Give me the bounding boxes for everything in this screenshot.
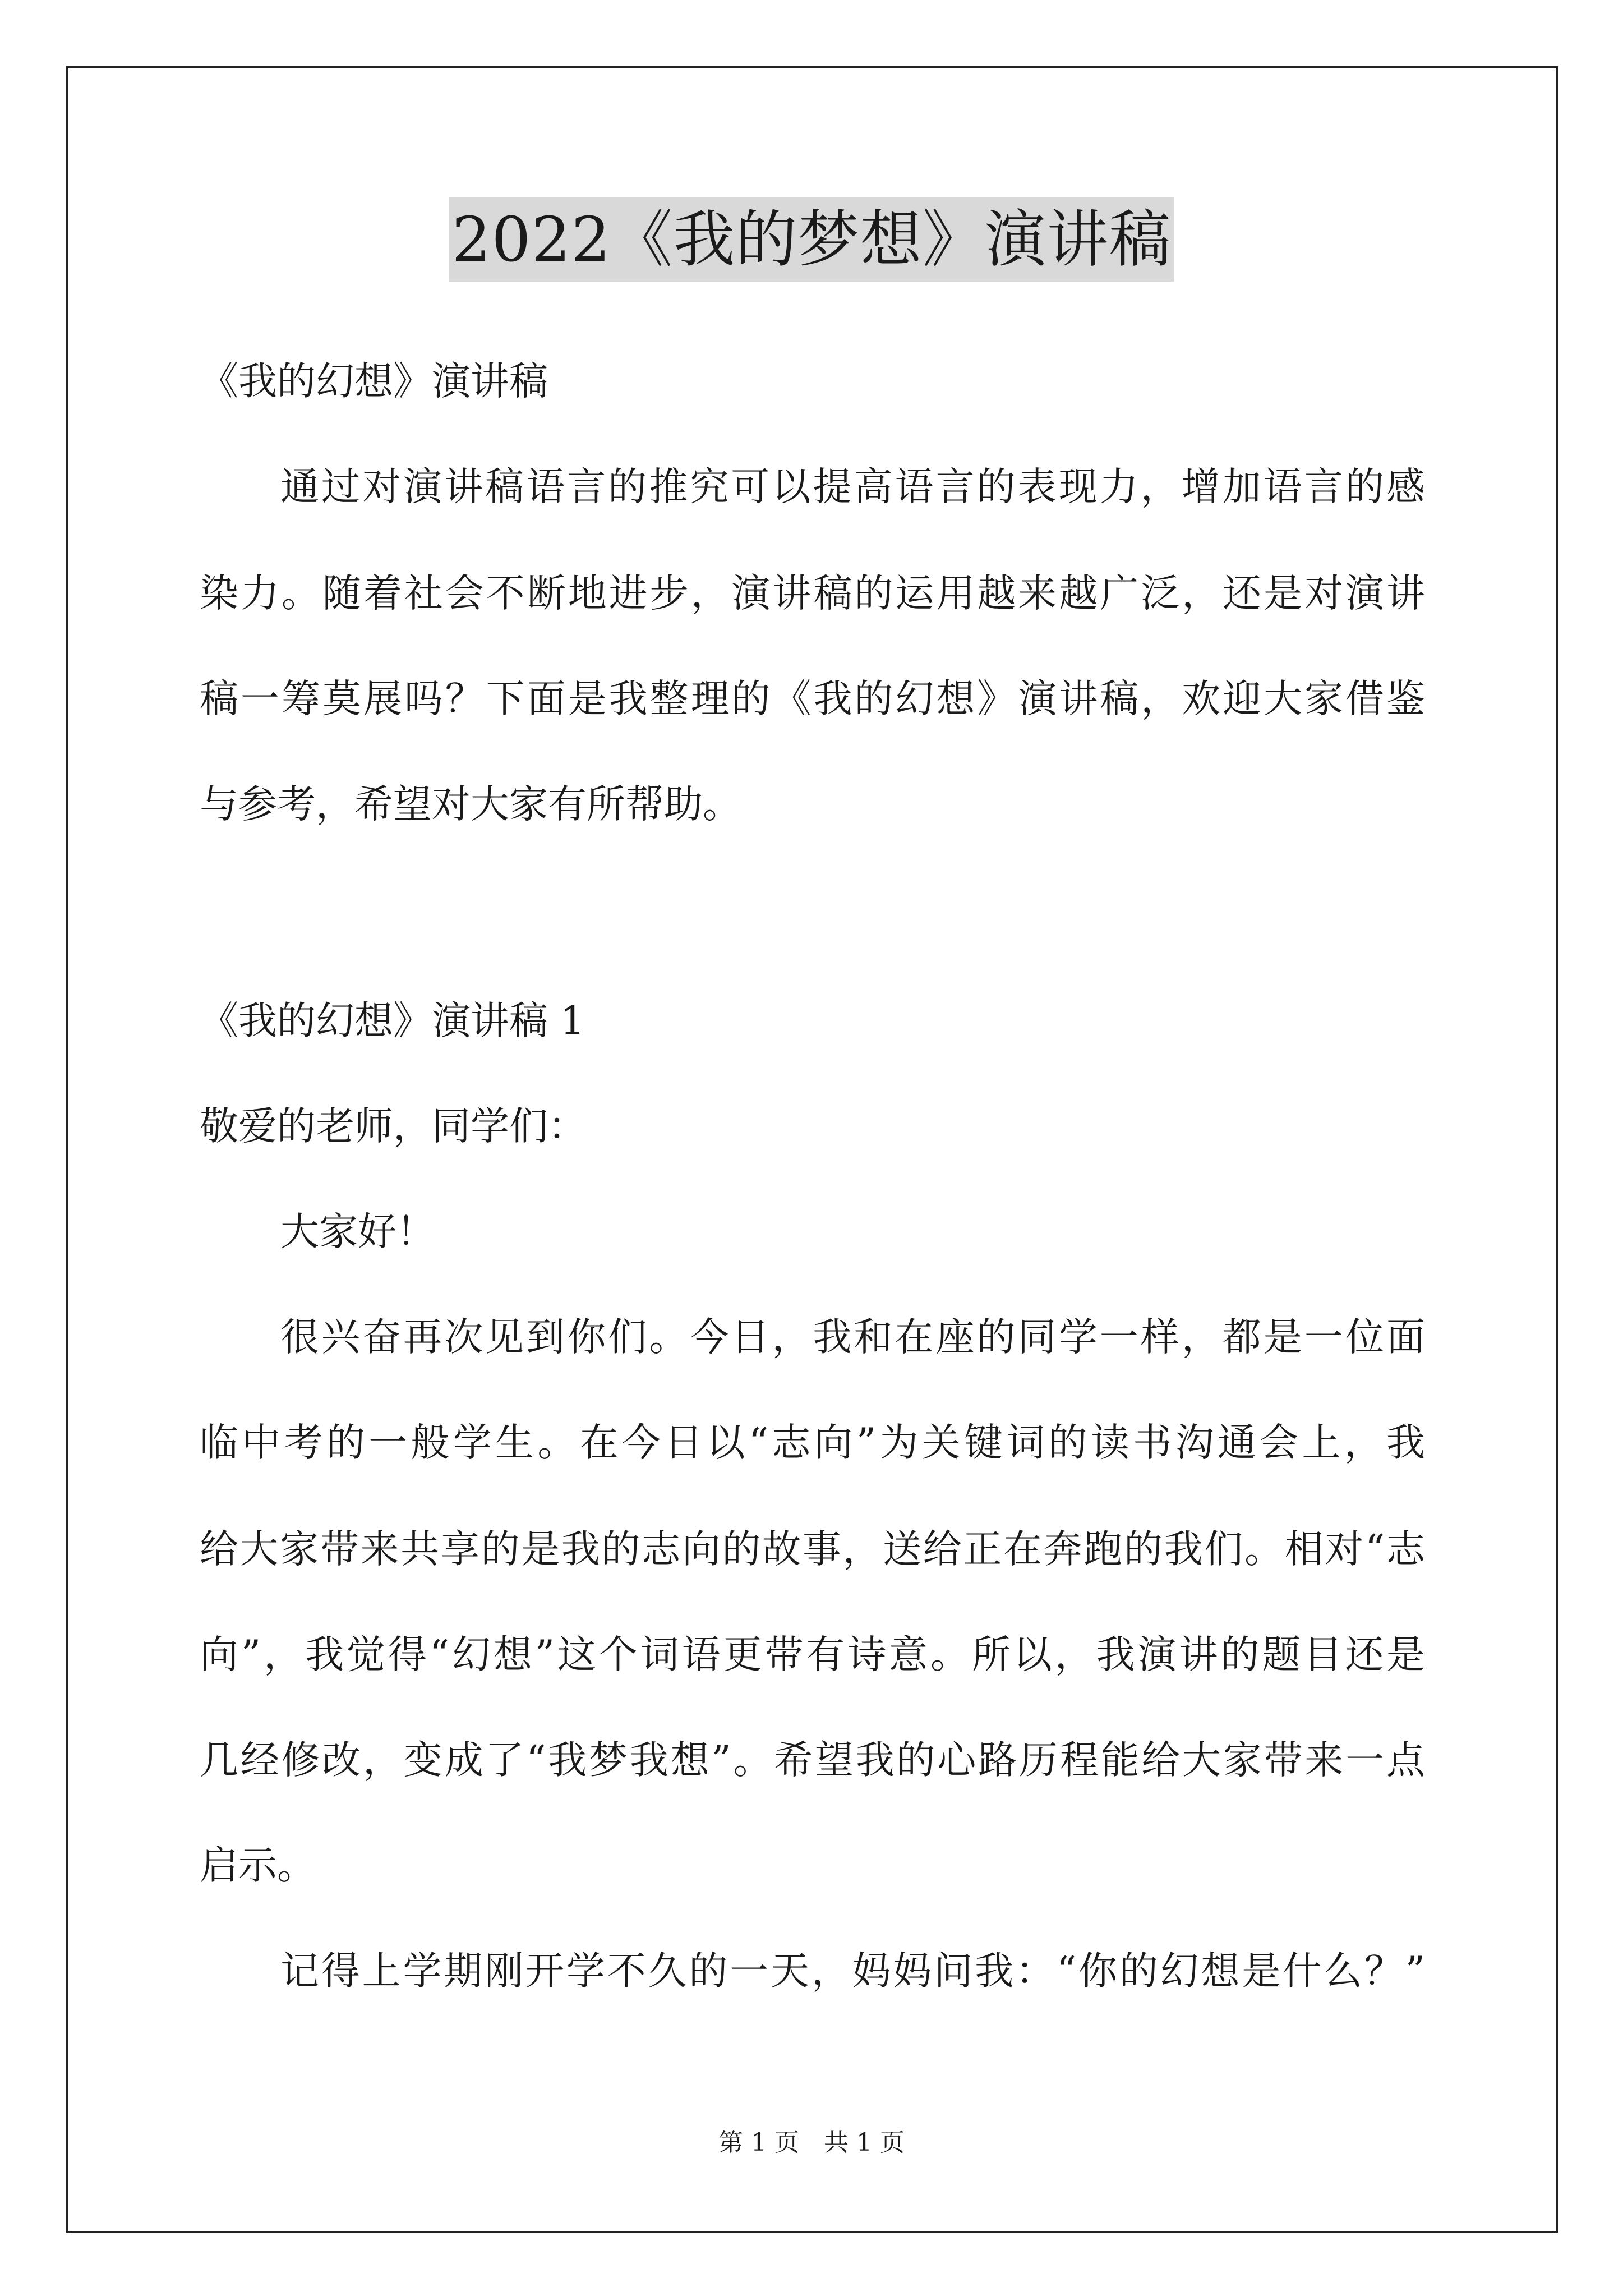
- section-heading: 《我的幻想》演讲稿 1: [200, 999, 585, 1043]
- paragraph-line: 向”，我觉得“幻想”这个词语更带有诗意。所以，我演讲的题目还是: [200, 1632, 1425, 1677]
- title-container: [0, 197, 1623, 282]
- paragraph-line: 很兴奋再次见到你们。今日，我和在座的同学一样，都是一位面: [280, 1315, 1425, 1360]
- paragraph-line: 几经修改，变成了“我梦我想”。希望我的心路历程能给大家带来一点: [200, 1738, 1425, 1783]
- page-footer: 第 1 页 共 1 页: [718, 2128, 905, 2157]
- greeting: 大家好！: [280, 1209, 435, 1254]
- paragraph-line: 染力。随着社会不断地进步，演讲稿的运用越来越广泛，还是对演讲: [200, 571, 1425, 616]
- paragraph-line: 临中考的一般学生。在今日以“志向”为关键词的读书沟通会上，我: [200, 1420, 1425, 1465]
- paragraph-line: 通过对演讲稿语言的推究可以提高语言的表现力，增加语言的感: [280, 464, 1425, 509]
- paragraph-line: 记得上学期刚开学不久的一天，妈妈问我：“你的幻想是什么？”: [280, 1949, 1425, 1994]
- paragraph-line: 启示。: [200, 1843, 316, 1888]
- paragraph-line: 与参考，希望对大家有所帮助。: [200, 782, 741, 827]
- salutation: 敬爱的老师，同学们：: [200, 1104, 587, 1149]
- document-title: 2022《我的梦想》演讲稿: [449, 197, 1175, 282]
- paragraph-line: 给大家带来共享的是我的志向的故事，送给正在奔跑的我们。相对“志: [200, 1527, 1425, 1572]
- paragraph-line: 稿一筹莫展吗？下面是我整理的《我的幻想》演讲稿，欢迎大家借鉴: [200, 677, 1425, 721]
- paragraph-line: 《我的幻想》演讲稿: [200, 359, 548, 404]
